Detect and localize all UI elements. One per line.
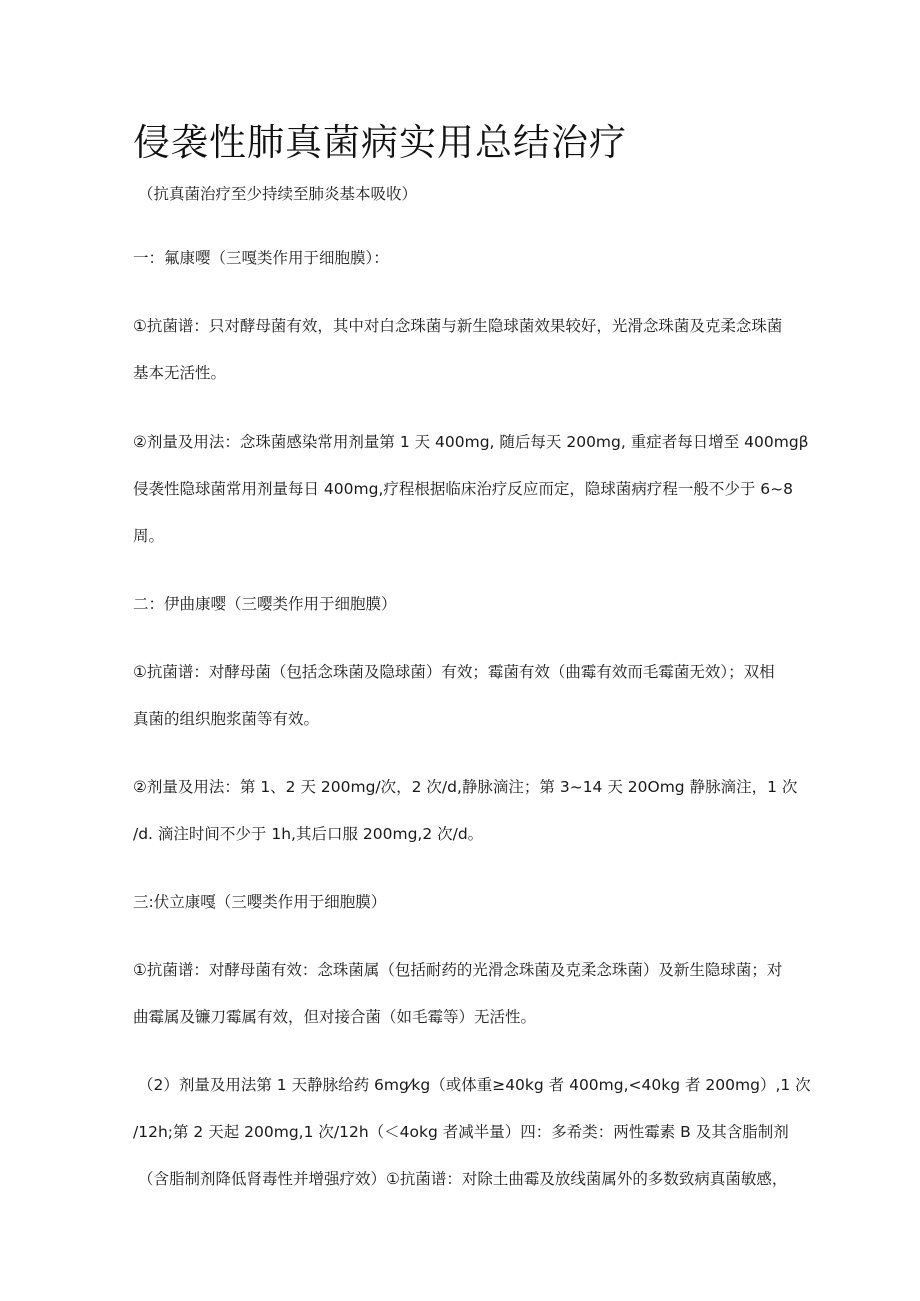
section-heading-voriconazole: 三:伏立康嘎（三嘤类作用于细胞膜） [133,893,387,911]
page-title: 侵袭性肺真菌病实用总结治疗 [133,121,627,164]
paragraph-line: （2）剂量及用法第 1 天静脉给药 6mg⁄kg（或体重≥40kg 者 400mg,<40kg 者 200mg）,1 次 [138,1076,811,1094]
paragraph-line: /12h;第 2 天起 200mg,1 次/12h（＜4okg 者减半量）四：多希类：两性霉素 B 及其含脂制剂 [133,1123,789,1141]
paragraph-line: ②剂量及用法：念珠菌感染常用剂量第 1 天 400mg, 随后每天 200mg, 重症者每日增至 400mgβ [133,433,809,451]
paragraph-line: 周。 [133,527,165,545]
paragraph-line: ①抗菌谱：对酵母菌有效：念珠菌属（包括耐药的光滑念珠菌及克柔念珠菌）及新生隐球菌；对 [133,961,783,979]
paragraph-line: /d. 滴注时间不少于 1h,其后口服 200mg,2 次/d。 [133,825,484,843]
paragraph-line: 曲霉属及镰刀霉属有效，但对接合菌（如毛霉等）无活性。 [133,1008,537,1026]
paragraph-line: 侵袭性隐球菌常用剂量每日 400mg,疗程根据临床治疗反应而定，隐球菌病疗程一般不少于 6~8 [133,480,794,498]
paragraph-line: ①抗菌谱：对酵母菌（包括念珠菌及隐球菌）有效；霉菌有效（曲霉有效而毛霉菌无效）；双相 [133,663,775,681]
paragraph-line: 真菌的组织胞浆菌等有效。 [133,710,320,728]
subtitle-note: （抗真菌治疗至少持续至肺炎基本吸收） [138,185,418,203]
paragraph-line: ②剂量及用法：第 1、2 天 200mg/次，2 次/d,静脉滴注；第 3~14 天 20Omg 静脉滴注，1 次 [133,778,798,796]
paragraph-line: ①抗菌谱：只对酵母菌有效，其中对白念珠菌与新生隐球菌效果较好，光滑念珠菌及克柔念珠菌 [133,317,783,335]
section-heading-fluconazole: 一：氟康嘤（三嘎类作用于细胞膜）： [133,249,389,267]
paragraph-line: 基本无活性。 [133,364,227,382]
paragraph-line: （含脂制剂降低肾毒性并增强疗效）①抗菌谱：对除土曲霉及放线菌属外的多数致病真菌敏感， [138,1170,788,1188]
section-heading-itraconazole: 二：伊曲康嘤（三嘤类作用于细胞膜） [133,595,397,613]
